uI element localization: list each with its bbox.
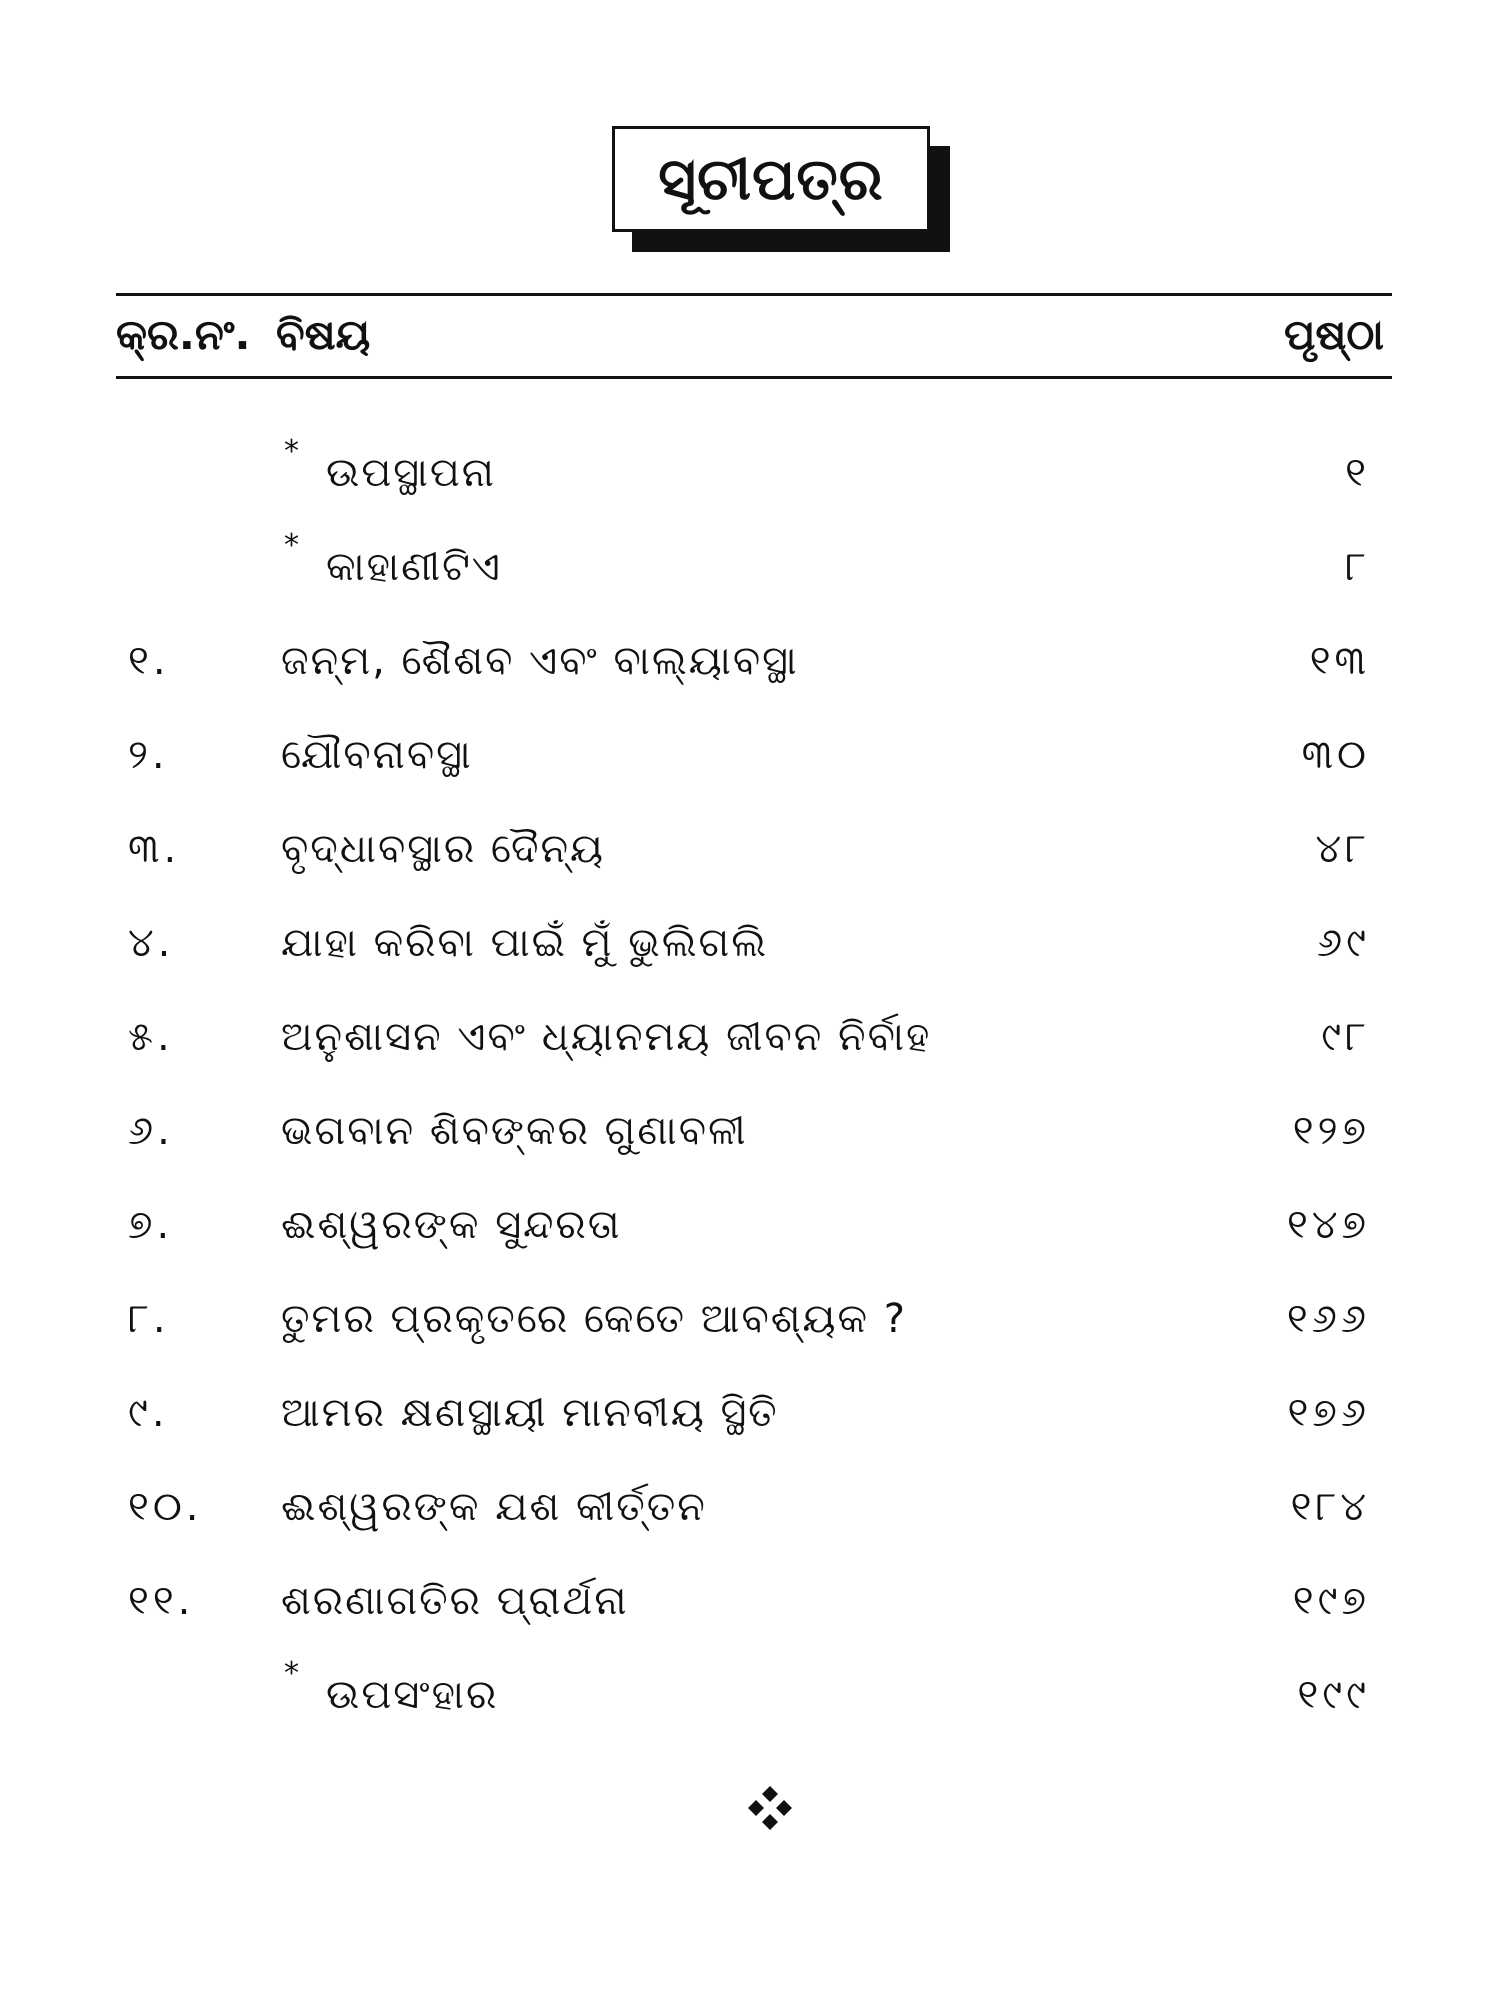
entry-title: ଯାହା କରିବା ପାଇଁ ମୁଁ ଭୁଲିଗଲି: [281, 920, 769, 966]
entry-title: ଉପସ୍ଥାପନା: [326, 450, 496, 496]
contents-entry: [116, 1378, 1392, 1448]
entry-number: ୮.: [128, 1296, 170, 1342]
entry-page-number: ୧୩: [1309, 638, 1370, 684]
entry-title: ଈଶ୍ୱରଙ୍କ ଯଶ କୀର୍ତ୍ତନ: [281, 1484, 707, 1530]
entry-title: ବୃଦ୍ଧାବସ୍ଥାର ଦୈନ୍ୟ: [281, 826, 606, 872]
contents-entry: [116, 1096, 1392, 1166]
entry-title: ଈଶ୍ୱରଙ୍କ ସୁନ୍ଦରତା: [281, 1202, 622, 1248]
entry-title: କାହାଣୀଟିଏ: [326, 544, 502, 590]
entry-title: ଉପସଂହାର: [326, 1672, 499, 1718]
page-title: ସୂଚୀପତ୍ର: [612, 126, 930, 232]
entry-title: ଆମର କ୍ଷଣସ୍ଥାୟୀ ମାନବୀୟ ସ୍ଥିତି: [281, 1390, 779, 1436]
contents-entry: [116, 626, 1392, 696]
entry-title: ଶରଣାଗତିର ପ୍ରାର୍ଥନା: [281, 1578, 629, 1624]
entry-page-number: ୧୯୯: [1297, 1672, 1370, 1718]
entry-title: ଯୌବନାବସ୍ଥା: [281, 732, 473, 778]
contents-entry: [116, 1284, 1392, 1354]
entry-number: ୧୧.: [128, 1578, 195, 1624]
entry-page-number: ୧୮୪: [1290, 1484, 1370, 1530]
entry-page-number: ୧୯୭: [1292, 1578, 1370, 1624]
entry-page-number: ୮: [1345, 544, 1370, 590]
asterisk-marker: *: [284, 434, 299, 469]
entry-title: ଭଗବାନ ଶିବଙ୍କର ଗୁଣାବଳୀ: [281, 1108, 748, 1154]
column-header-page: ପୃଷ୍ଠା: [1283, 310, 1384, 359]
entry-title: ଜନ୍ମ, ଶୈଶବ ଏବଂ ବାଲ୍ୟାବସ୍ଥା: [281, 638, 799, 684]
header-bottom-rule: [116, 376, 1392, 379]
entry-number: ୧.: [128, 638, 170, 684]
column-header-subject: ବିଷୟ: [276, 310, 371, 359]
entry-title: ତୁମର ପ୍ରକୃତରେ କେତେ ଆବଶ୍ୟକ ?: [281, 1296, 908, 1342]
contents-entry: [116, 1472, 1392, 1542]
contents-entry: [116, 1002, 1392, 1072]
table-header: [116, 300, 1392, 372]
entry-page-number: ୬୯: [1317, 920, 1370, 966]
contents-entry: [116, 908, 1392, 978]
entry-page-number: ୧୪୭: [1287, 1202, 1370, 1248]
header-top-rule: [116, 293, 1392, 296]
contents-entry: [116, 434, 1392, 508]
contents-entry: [116, 720, 1392, 790]
contents-entry: [116, 1566, 1392, 1636]
entry-number: ୩.: [128, 826, 181, 872]
entry-number: ୬.: [128, 1108, 174, 1154]
four-diamond-ornament-icon: [748, 1786, 792, 1830]
entry-number: ୧୦.: [128, 1484, 203, 1530]
entry-number: ୪.: [128, 920, 175, 966]
entry-page-number: ୧୬୬: [1286, 1296, 1370, 1342]
entry-page-number: ୧୨୭: [1292, 1108, 1370, 1154]
contents-entry: [116, 814, 1392, 884]
entry-page-number: ୩୦: [1301, 732, 1370, 778]
title-frame: [612, 126, 930, 232]
asterisk-marker: *: [284, 1656, 299, 1691]
entry-number: ୯.: [128, 1390, 169, 1436]
entry-number: ୨.: [128, 732, 169, 778]
entry-title: ଅନୁଶାସନ ଏବଂ ଧ୍ୟାନମୟ ଜୀବନ ନିର୍ବାହ: [281, 1014, 932, 1060]
column-header-number: କ୍ର.ନଂ.: [116, 310, 251, 359]
entry-page-number: ୪୮: [1315, 826, 1370, 872]
entry-number: ୫.: [128, 1014, 174, 1060]
contents-entry: [116, 1656, 1392, 1730]
entry-number: ୭.: [128, 1202, 174, 1248]
entry-page-number: ୧: [1345, 450, 1370, 496]
contents-entry: [116, 1190, 1392, 1260]
contents-entry: [116, 528, 1392, 602]
entry-page-number: ୯୮: [1321, 1014, 1370, 1060]
asterisk-marker: *: [284, 528, 299, 563]
entry-page-number: ୧୭୬: [1287, 1390, 1370, 1436]
